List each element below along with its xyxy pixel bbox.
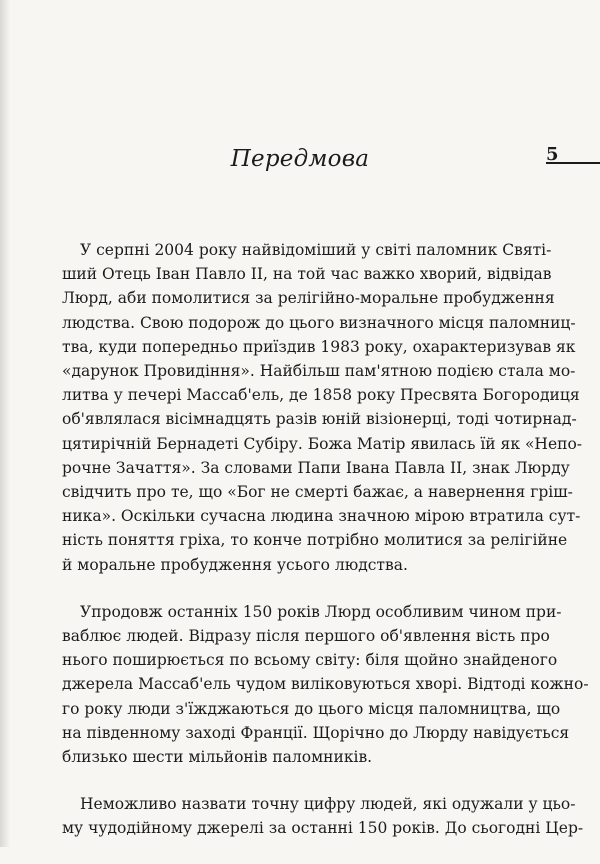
paragraph (62, 792, 584, 840)
page-title: Передмова (230, 146, 370, 172)
text-line: нього поширюється по всьому світу: біля щойно знайденого (62, 651, 558, 670)
text-line: литва у печері Массаб'ель, де 1858 року Пресвята Богородиця (62, 386, 580, 405)
text-line: ника». Оскільки сучасна людина значною мірою втратила сут- (62, 507, 581, 526)
text-line: ваблює людей. Відразу після першого об'явлення вість про (62, 627, 550, 646)
text-line: Упродовж останніх 150 років Люрд особливим чином при- (80, 602, 562, 621)
body-text (62, 238, 589, 864)
text-line: й моральне пробудження усього людства. (62, 555, 408, 574)
paragraph (62, 600, 589, 769)
text-line: го року люди з'їжджаються до цього місця паломництва, що (62, 699, 561, 718)
text-line: людства. Свою подорож до цього визначного місця паломниц- (62, 313, 576, 332)
text-line: Неможливо назвати точну цифру людей, які одужали у цьо- (80, 795, 576, 814)
text-line: тва, куди попередньо приїздив 1983 року, охарактеризував як (62, 337, 576, 356)
text-line: му чудодійному джерелі за останні 150 років. До сьогодні Цер- (62, 819, 584, 838)
page-number-rule (546, 162, 600, 164)
text-line: близько шести мільйонів паломників. (62, 748, 373, 767)
text-line: цятирічній Бернадеті Субіру. Божа Матір явилась їй як «Непо- (62, 434, 583, 453)
text-line: рочне Зачаття». За словами Папи Івана Павла ІІ, знак Люрду (62, 458, 570, 477)
page-gutter-shadow (0, 0, 10, 847)
text-line: об'являлася вісімнадцять разів юній візіонерці, тоді чотирнад- (62, 410, 577, 429)
text-line: Люрд, аби помолитися за релігійно-моральне пробудження (62, 289, 555, 308)
text-line: У серпні 2004 року найвідоміший у світі паломник Святі- (80, 241, 552, 259)
text-line: «дарунок Провидіння». Найбільш пам'ятною подією стала мо- (62, 362, 576, 381)
text-line: на південному заході Франції. Щорічно до Люрду навідується (62, 723, 570, 742)
text-line: свідчить про те, що «Бог не смерті бажає, а навернення гріш- (62, 483, 573, 502)
text-line: ший Отець Іван Павло ІІ, на той час важко хворий, відвідав (62, 265, 552, 284)
paragraph (62, 238, 583, 577)
page-number: 5 (546, 144, 559, 165)
text-line: ність поняття гріха, то конче потрібно молитися за релігійне (62, 531, 568, 550)
text-line: джерела Массаб'ель чудом виліковуються хворі. Відтоді кожно- (62, 675, 589, 694)
